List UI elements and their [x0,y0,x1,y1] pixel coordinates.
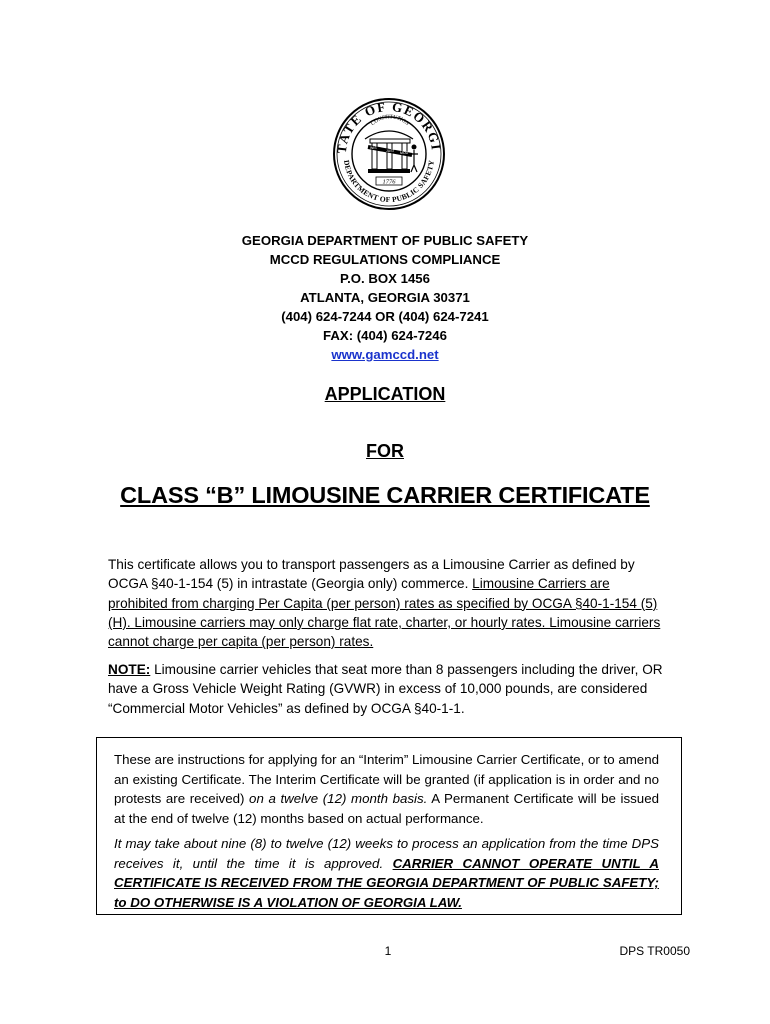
svg-text:WIS: WIS [370,146,377,150]
interim-period-text: on a twelve (12) month basis. [249,791,428,807]
svg-text:STATE OF GEORGIA: TATE OF GEORGI [333,98,444,155]
svg-text:JUST: JUST [386,149,395,153]
website-link[interactable]: www.gamccd.net [331,347,439,362]
division-name: MCCD REGULATIONS COMPLIANCE [269,252,501,267]
city-state-zip: ATLANTA, GEORGIA 30371 [300,290,470,305]
intro-paragraph [108,555,668,651]
agency-header [0,231,770,364]
svg-text:CONSTITUTION: CONSTITUTION [369,114,411,128]
document-title: CLASS “B” LIMOUSINE CARRIER CERTIFICATE [120,482,650,508]
page-number: 1 [384,944,392,958]
note-label: NOTE: [108,662,151,677]
permanent-certificate-text: A Permanent Certificate will be issued at the end of twelve (12) months based on actual performance. [114,791,659,826]
form-code: DPS TR0050 [619,944,690,958]
fax-number: FAX: (404) 624-7246 [323,328,447,343]
agency-name: GEORGIA DEPARTMENT OF PUBLIC SAFETY [241,233,529,248]
note-text: Limousine carrier vehicles that seat more than 8 passengers including the driver, OR have a Gross Vehicle Weight Rating (GVWR) in excess of 10,000 pounds, are considered “Commercial Motor Vehicles” as defined by OCGA §40-1-1. [108,662,663,716]
processing-time-paragraph [114,834,659,912]
instructions-text: These are instructions for applying for an “Interim” Limousine Carrier Certificate, or to amend an existing Certificate. The Interim Certificate will be granted (if application is in order and no protests are received) [114,752,659,807]
svg-text:MOD: MOD [400,151,409,155]
svg-text:DEPARTMENT OF PUBLIC SAFETY: DEPARTMENT OF PUBLIC SAFETY [342,159,436,205]
title-for: FOR [366,441,404,461]
po-box: P.O. BOX 1456 [340,271,430,286]
rate-restriction-text: Limousine Carriers are prohibited from charging Per Capita (per person) rates as specified by OCGA §40-1-154 (5) (H). Limousine carriers may only charge flat rate, charter, or hourly rates. Limousine carriers cannot charge per capita (per person) rates. [108,576,661,650]
georgia-dps-seal [332,97,446,211]
instructions-box [96,737,682,915]
intro-text: This certificate allows you to transport passengers as a Limousine Carrier as defined by OCGA §40-1-154 (5) in intrastate (Georgia only) commerce. [108,557,635,592]
note-paragraph [108,660,668,718]
processing-time-text: It may take about nine (8) to twelve (12) weeks to process an application from the time DPS receives it, until the time it is approved. [114,836,659,871]
instructions-paragraph [114,750,659,828]
operation-warning: CARRIER CANNOT OPERATE UNTIL A CERTIFICATE IS RECEIVED FROM THE GEORGIA DEPARTMENT OF PUBLIC SAFETY; to DO OTHERWISE IS A VIOLATION OF GEORGIA LAW. [114,855,659,910]
title-application: APPLICATION [324,384,446,404]
phone-numbers: (404) 624-7244 OR (404) 624-7241 [281,309,489,324]
svg-text:1776: 1776 [382,178,396,186]
